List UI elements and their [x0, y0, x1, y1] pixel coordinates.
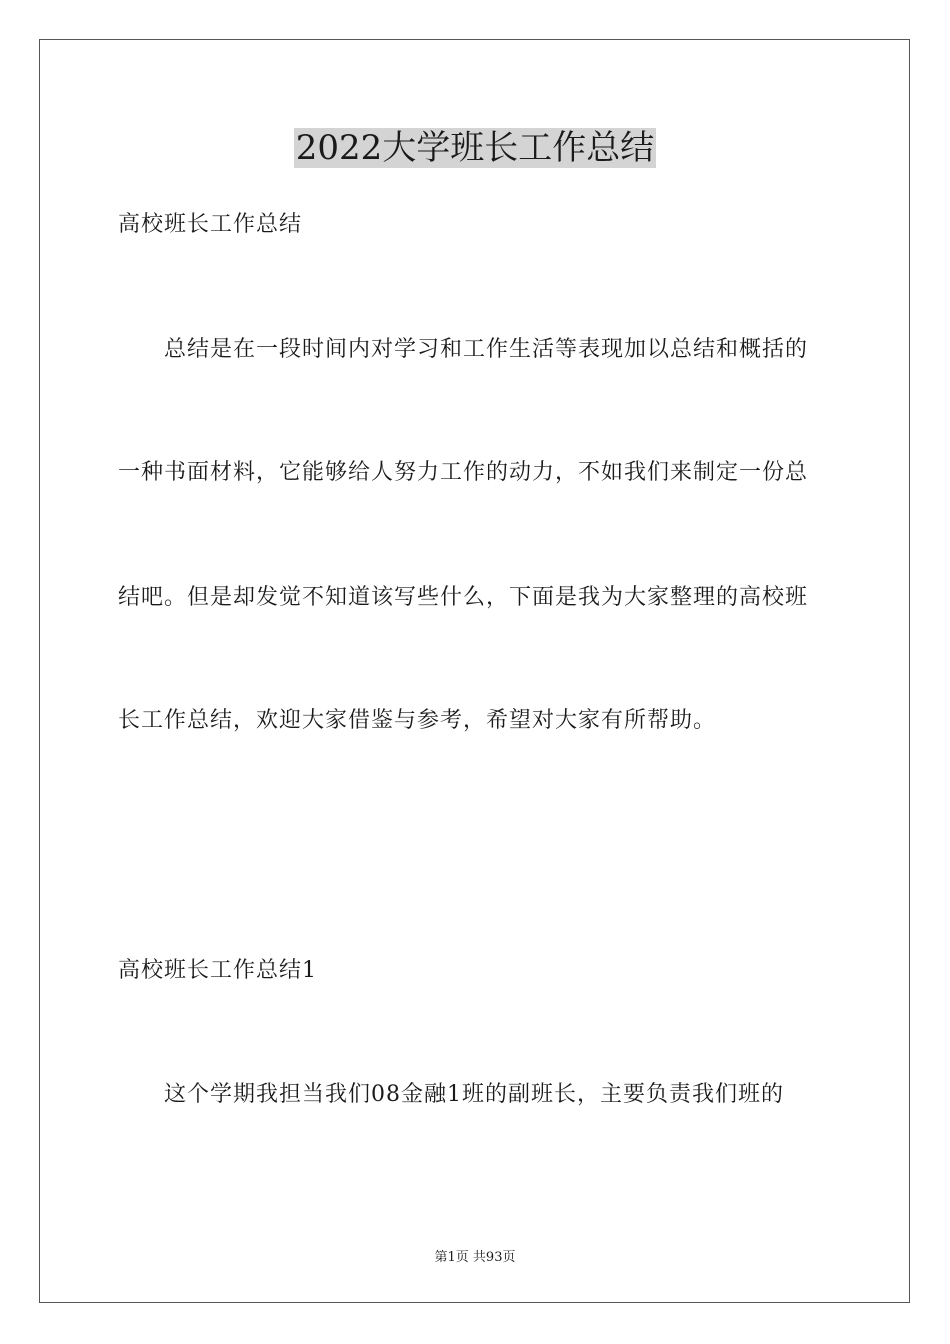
document-title-container — [0, 126, 950, 170]
paragraph-line: 总结是在一段时间内对学习和工作生活等表现加以总结和概括的 — [164, 337, 809, 362]
document-title: 2022大学班长工作总结 — [295, 128, 655, 168]
paragraph-line: 结吧。但是却发觉不知道该写些什么，下面是我为大家整理的高校班 — [118, 585, 809, 610]
paragraph-line: 一种书面材料，它能够给人努力工作的动力，不如我们来制定一份总 — [118, 460, 809, 485]
section-heading: 高校班长工作总结1 — [118, 958, 317, 983]
paragraph-line: 长工作总结，欢迎大家借鉴与参考，希望对大家有所帮助。 — [118, 708, 717, 733]
document-subtitle: 高校班长工作总结 — [118, 212, 303, 237]
paragraph-line: 这个学期我担当我们08金融1班的副班长，主要负责我们班的 — [164, 1082, 784, 1107]
page-footer: 第1页 共93页 — [434, 1250, 516, 1265]
